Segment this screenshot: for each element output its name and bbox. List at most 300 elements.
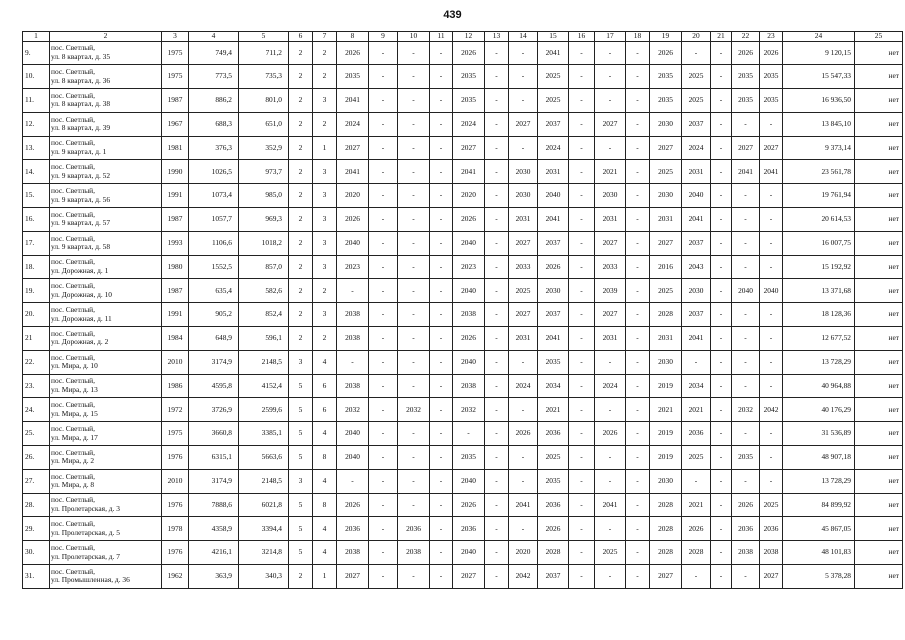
table-cell: 2035 (337, 65, 369, 89)
table-cell: 1975 (162, 422, 189, 446)
table-cell: 2041 (595, 493, 626, 517)
table-cell: - (682, 469, 711, 493)
cost-cell: 31 536,89 (783, 422, 855, 446)
area-cell: 4152,4 (239, 374, 289, 398)
table-cell: 2 (313, 327, 337, 351)
column-header-1: 1 (23, 32, 50, 42)
table-cell: - (711, 374, 732, 398)
area-cell: 1026,5 (189, 160, 239, 184)
table-cell: - (569, 541, 595, 565)
table-cell: 2041 (682, 327, 711, 351)
table-cell: 2040 (760, 279, 783, 303)
flag-cell: нет (855, 374, 903, 398)
table-cell: - (430, 160, 453, 184)
table-cell: - (485, 184, 509, 208)
table-cell: - (711, 160, 732, 184)
table-cell: 2035 (538, 350, 569, 374)
table-row (23, 231, 903, 255)
table-cell: 2032 (732, 398, 760, 422)
flag-cell: нет (855, 350, 903, 374)
table-cell: 2026 (453, 41, 485, 65)
table-cell: - (711, 422, 732, 446)
table-cell: - (711, 469, 732, 493)
table-cell: - (732, 231, 760, 255)
table-cell: 2019 (650, 446, 682, 470)
table-cell: - (369, 184, 398, 208)
table-cell: - (369, 136, 398, 160)
flag-cell: нет (855, 422, 903, 446)
area-cell: 4595,8 (189, 374, 239, 398)
area-cell: 6315,1 (189, 446, 239, 470)
table-cell: 1978 (162, 517, 189, 541)
address-cell: пос. Светлый, ул. Пролетарская, д. 7 (50, 541, 162, 565)
table-cell: 2040 (453, 541, 485, 565)
cost-cell: 45 867,05 (783, 517, 855, 541)
area-cell: 3385,1 (239, 422, 289, 446)
table-cell: 2020 (453, 184, 485, 208)
table-cell: 2030 (509, 160, 538, 184)
table-row (23, 398, 903, 422)
table-cell: 2031 (682, 160, 711, 184)
table-cell: - (369, 160, 398, 184)
table-cell: - (626, 41, 650, 65)
table-cell: 1986 (162, 374, 189, 398)
flag-cell: нет (855, 208, 903, 232)
flag-cell: нет (855, 255, 903, 279)
table-cell: - (626, 422, 650, 446)
cost-cell: 40 176,29 (783, 398, 855, 422)
table-cell: 2032 (453, 398, 485, 422)
table-cell: - (626, 89, 650, 113)
table-cell: 2040 (337, 422, 369, 446)
cost-cell: 16 007,75 (783, 231, 855, 255)
table-cell: 2037 (538, 565, 569, 589)
table-cell: - (569, 89, 595, 113)
table-row (23, 374, 903, 398)
table-cell: 2035 (453, 446, 485, 470)
table-cell: - (732, 422, 760, 446)
table-cell: - (732, 255, 760, 279)
table-cell: - (569, 136, 595, 160)
table-cell: - (760, 208, 783, 232)
table-cell: 2026 (595, 422, 626, 446)
table-cell: 2028 (650, 303, 682, 327)
area-cell: 648,9 (189, 327, 239, 351)
table-cell: - (485, 398, 509, 422)
table-cell: 3 (289, 469, 313, 493)
table-cell: - (711, 208, 732, 232)
table-cell: - (569, 160, 595, 184)
cost-cell: 15 192,92 (783, 255, 855, 279)
table-cell: 2031 (650, 327, 682, 351)
table-cell: 2041 (760, 160, 783, 184)
table-cell: - (485, 517, 509, 541)
table-cell: 2027 (760, 136, 783, 160)
table-cell: 2 (313, 112, 337, 136)
table-cell: - (626, 374, 650, 398)
row-number: 19. (23, 279, 50, 303)
table-cell: - (569, 231, 595, 255)
cost-cell: 13 728,29 (783, 469, 855, 493)
table-cell: - (711, 112, 732, 136)
column-header-23: 23 (760, 32, 783, 42)
table-cell: - (430, 255, 453, 279)
table-cell: 2 (289, 327, 313, 351)
table-cell: 2010 (162, 469, 189, 493)
table-cell: 2030 (650, 112, 682, 136)
table-header (23, 32, 903, 42)
table-cell: 2028 (682, 541, 711, 565)
table-cell: - (595, 136, 626, 160)
table-cell: - (595, 350, 626, 374)
table-cell: 2 (289, 184, 313, 208)
table-cell: 8 (313, 493, 337, 517)
table-cell: 2038 (453, 303, 485, 327)
table-cell: - (760, 469, 783, 493)
table-cell: 2020 (337, 184, 369, 208)
table-cell: 2036 (760, 517, 783, 541)
table-cell: 2026 (453, 327, 485, 351)
table-cell: - (595, 469, 626, 493)
table-cell: 2027 (595, 231, 626, 255)
table-cell: - (732, 303, 760, 327)
table-cell: 1987 (162, 279, 189, 303)
table-cell: 2 (289, 255, 313, 279)
table-cell: 2035 (732, 65, 760, 89)
table-cell: 1991 (162, 303, 189, 327)
area-cell: 852,4 (239, 303, 289, 327)
column-header-11: 11 (430, 32, 453, 42)
table-cell: - (569, 493, 595, 517)
table-cell: - (760, 350, 783, 374)
row-number: 17. (23, 231, 50, 255)
table-cell: - (569, 112, 595, 136)
table-row (23, 279, 903, 303)
cost-cell: 84 899,92 (783, 493, 855, 517)
area-cell: 6021,8 (239, 493, 289, 517)
address-cell: пос. Светлый, ул. Пролетарская, д. 3 (50, 493, 162, 517)
table-cell: 2025 (650, 279, 682, 303)
table-cell: 5 (289, 446, 313, 470)
table-cell: 2033 (595, 255, 626, 279)
cost-cell: 5 378,28 (783, 565, 855, 589)
table-cell: - (485, 208, 509, 232)
table-cell: 5 (289, 374, 313, 398)
table-cell: 2028 (650, 493, 682, 517)
address-cell: пос. Светлый, ул. Мира, д. 8 (50, 469, 162, 493)
table-cell: - (760, 446, 783, 470)
flag-cell: нет (855, 279, 903, 303)
area-cell: 2148,5 (239, 350, 289, 374)
table-cell: - (569, 255, 595, 279)
table-cell: - (569, 184, 595, 208)
table-cell: 2 (289, 565, 313, 589)
table-cell: 2040 (337, 446, 369, 470)
table-cell: - (711, 136, 732, 160)
table-cell: 5 (289, 398, 313, 422)
area-cell: 7888,6 (189, 493, 239, 517)
flag-cell: нет (855, 565, 903, 589)
table-cell: - (682, 41, 711, 65)
table-row (23, 541, 903, 565)
table-cell: - (626, 350, 650, 374)
area-cell: 973,7 (239, 160, 289, 184)
table-cell: - (337, 279, 369, 303)
table-row (23, 136, 903, 160)
table-cell: 2043 (682, 255, 711, 279)
address-cell: пос. Светлый, ул. Дорожная, д. 10 (50, 279, 162, 303)
table-cell: - (398, 374, 430, 398)
table-cell: 2024 (453, 112, 485, 136)
area-cell: 905,2 (189, 303, 239, 327)
flag-cell: нет (855, 493, 903, 517)
table-cell: 2031 (650, 208, 682, 232)
table-cell: 2031 (509, 327, 538, 351)
table-cell: - (430, 422, 453, 446)
table-cell: 2027 (650, 136, 682, 160)
table-cell: - (369, 493, 398, 517)
table-cell: 2036 (682, 422, 711, 446)
table-cell: 2027 (509, 112, 538, 136)
flag-cell: нет (855, 65, 903, 89)
column-header-19: 19 (650, 32, 682, 42)
table-cell: - (369, 112, 398, 136)
table-cell: - (430, 398, 453, 422)
flag-cell: нет (855, 541, 903, 565)
table-cell: 2037 (538, 112, 569, 136)
row-number: 9. (23, 41, 50, 65)
area-cell: 340,3 (239, 565, 289, 589)
column-header-24: 24 (783, 32, 855, 42)
table-cell: 5 (289, 517, 313, 541)
table-cell: 2038 (337, 541, 369, 565)
area-cell: 857,0 (239, 255, 289, 279)
table-cell: 1975 (162, 65, 189, 89)
area-cell: 3394,4 (239, 517, 289, 541)
table-cell: - (732, 565, 760, 589)
flag-cell: нет (855, 184, 903, 208)
table-cell: 5 (289, 422, 313, 446)
flag-cell: нет (855, 231, 903, 255)
column-header-13: 13 (485, 32, 509, 42)
table-cell: - (337, 350, 369, 374)
table-cell: 2037 (538, 231, 569, 255)
row-number: 18. (23, 255, 50, 279)
cost-cell: 13 728,29 (783, 350, 855, 374)
table-cell: - (369, 327, 398, 351)
table-cell: 2 (289, 112, 313, 136)
table-cell: 2041 (509, 493, 538, 517)
table-cell: 2028 (650, 517, 682, 541)
table-cell: 2024 (538, 136, 569, 160)
table-cell: 2036 (453, 517, 485, 541)
table-cell: - (485, 255, 509, 279)
table-cell: 2036 (337, 517, 369, 541)
table-cell: - (626, 398, 650, 422)
table-cell: 2020 (509, 541, 538, 565)
area-cell: 4216,1 (189, 541, 239, 565)
cost-cell: 48 907,18 (783, 446, 855, 470)
row-number: 11. (23, 89, 50, 113)
table-cell: - (398, 208, 430, 232)
table-cell: 1975 (162, 41, 189, 65)
table-cell: 2027 (760, 565, 783, 589)
table-cell: - (485, 65, 509, 89)
area-cell: 3174,9 (189, 350, 239, 374)
table-cell: - (398, 350, 430, 374)
table-cell: 2040 (453, 469, 485, 493)
table-cell: 2024 (509, 374, 538, 398)
table-cell: 3 (313, 208, 337, 232)
row-number: 25. (23, 422, 50, 446)
table-cell: 2026 (732, 41, 760, 65)
table-cell: - (760, 422, 783, 446)
table-cell: 3 (313, 160, 337, 184)
table-cell: - (485, 469, 509, 493)
row-number: 15. (23, 184, 50, 208)
table-cell: 2025 (760, 493, 783, 517)
table-cell: 4 (313, 422, 337, 446)
table-cell: - (369, 303, 398, 327)
table-cell: 2026 (760, 41, 783, 65)
table-cell: - (711, 493, 732, 517)
table-cell: - (398, 231, 430, 255)
table-row (23, 184, 903, 208)
table-cell: 2035 (538, 469, 569, 493)
table-cell: 2028 (538, 541, 569, 565)
table-cell: 2019 (650, 422, 682, 446)
table-cell: 1967 (162, 112, 189, 136)
table-cell: 2038 (337, 303, 369, 327)
table-cell: - (595, 89, 626, 113)
table-cell: - (398, 160, 430, 184)
table-row (23, 208, 903, 232)
row-number: 13. (23, 136, 50, 160)
table-cell: 2026 (538, 517, 569, 541)
table-cell: - (430, 208, 453, 232)
table-cell: 2026 (538, 255, 569, 279)
table-row (23, 65, 903, 89)
area-cell: 376,3 (189, 136, 239, 160)
table-cell: - (760, 374, 783, 398)
table-cell: 2030 (538, 279, 569, 303)
table-row (23, 422, 903, 446)
table-cell: - (453, 422, 485, 446)
table-cell: 2034 (538, 374, 569, 398)
table-cell: 1976 (162, 446, 189, 470)
table-cell: 1987 (162, 89, 189, 113)
table-cell: 2025 (650, 160, 682, 184)
table-cell: - (337, 469, 369, 493)
table-cell: - (485, 89, 509, 113)
table-cell: - (369, 65, 398, 89)
table-cell: 2027 (337, 565, 369, 589)
housing-repair-schedule-table (22, 31, 903, 589)
table-row (23, 446, 903, 470)
table-cell: - (398, 422, 430, 446)
table-row (23, 327, 903, 351)
cost-cell: 9 373,14 (783, 136, 855, 160)
table-cell: - (626, 160, 650, 184)
table-cell: - (485, 231, 509, 255)
column-header-17: 17 (595, 32, 626, 42)
table-cell: 2 (289, 41, 313, 65)
table-cell: - (398, 41, 430, 65)
column-header-12: 12 (453, 32, 485, 42)
table-cell: - (626, 327, 650, 351)
table-cell: 2027 (509, 303, 538, 327)
area-cell: 735,3 (239, 65, 289, 89)
row-number: 16. (23, 208, 50, 232)
table-row (23, 303, 903, 327)
table-cell: 2033 (509, 255, 538, 279)
table-cell: - (732, 327, 760, 351)
table-cell: - (711, 565, 732, 589)
table-cell: 2042 (760, 398, 783, 422)
table-cell: - (369, 41, 398, 65)
table-cell: 2037 (682, 303, 711, 327)
table-cell: - (369, 446, 398, 470)
table-cell: 2040 (682, 184, 711, 208)
area-cell: 1073,4 (189, 184, 239, 208)
table-cell: 2 (289, 231, 313, 255)
table-cell: - (369, 422, 398, 446)
area-cell: 3174,9 (189, 469, 239, 493)
table-cell: - (569, 41, 595, 65)
table-cell: 1976 (162, 541, 189, 565)
table-cell: 2021 (538, 398, 569, 422)
column-number-row (23, 32, 903, 42)
table-cell: 2027 (650, 231, 682, 255)
table-cell: 3 (313, 231, 337, 255)
table-cell: 2042 (509, 565, 538, 589)
table-cell: - (430, 517, 453, 541)
area-cell: 1552,5 (189, 255, 239, 279)
table-cell: - (711, 398, 732, 422)
area-cell: 3660,8 (189, 422, 239, 446)
column-header-4: 4 (189, 32, 239, 42)
cost-cell: 48 101,83 (783, 541, 855, 565)
table-cell: 2035 (760, 65, 783, 89)
table-cell: - (732, 374, 760, 398)
cost-cell: 23 561,78 (783, 160, 855, 184)
row-number: 29. (23, 517, 50, 541)
table-row (23, 565, 903, 589)
table-cell: 2037 (682, 112, 711, 136)
table-cell: - (485, 279, 509, 303)
table-cell: 1976 (162, 493, 189, 517)
table-cell: 2040 (453, 279, 485, 303)
table-cell: 2027 (337, 136, 369, 160)
table-row (23, 112, 903, 136)
table-cell: - (398, 65, 430, 89)
table-cell: 2 (289, 65, 313, 89)
table-cell: 2040 (732, 279, 760, 303)
table-cell: - (711, 303, 732, 327)
flag-cell: нет (855, 469, 903, 493)
table-cell: 2027 (453, 136, 485, 160)
table-cell: - (398, 327, 430, 351)
table-cell: - (760, 231, 783, 255)
table-cell: - (430, 89, 453, 113)
table-cell: 2038 (398, 541, 430, 565)
table-cell: 6 (313, 398, 337, 422)
table-cell: 2031 (595, 327, 626, 351)
table-cell: 2035 (650, 89, 682, 113)
table-cell: 3 (313, 184, 337, 208)
area-cell: 651,0 (239, 112, 289, 136)
table-cell: 2 (289, 208, 313, 232)
